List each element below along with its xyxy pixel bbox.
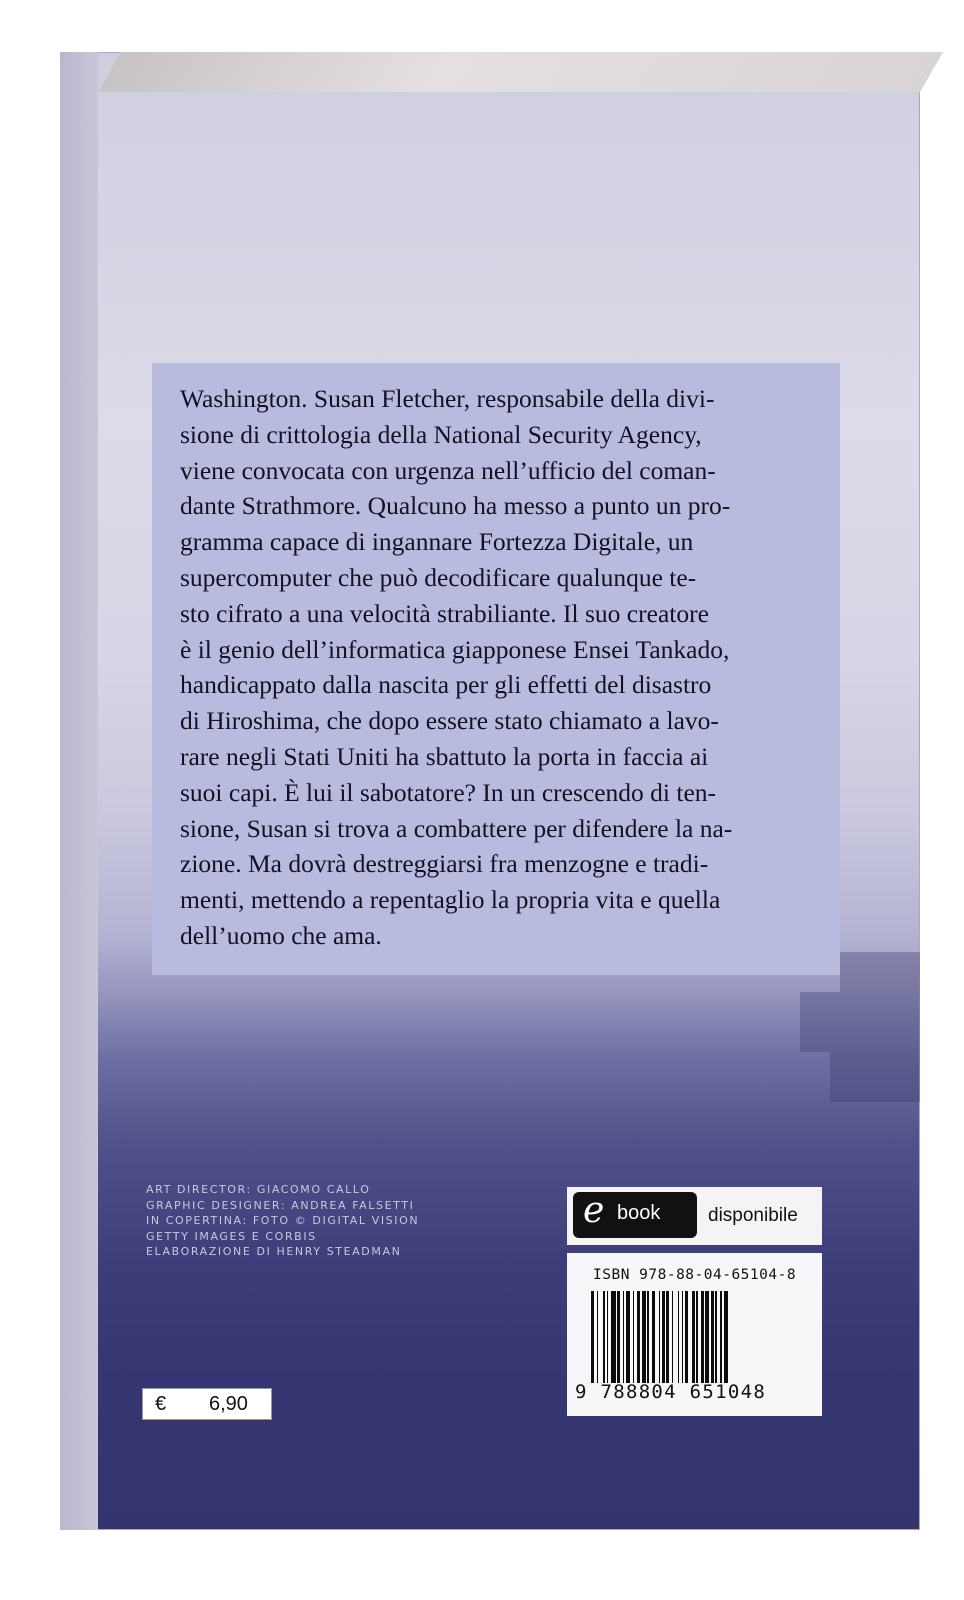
isbn-label: ISBN 978-88-04-65104-8 [593,1267,797,1283]
credit-line: GETTY IMAGES E CORBIS [146,1229,317,1243]
credits-block [146,1182,419,1260]
synopsis-text: Washington. Susan Fletcher, responsabile della divi- sione di crittologia della National Security Agency, viene convocata con urgenza nell’ufficio del coman- dante Strathmore. Qualcuno ha messo a punto un pro- gramma capace di ingannare Fortezza Digitale, un supercomputer che può decodificare qualunque te- sto cifrato a una velocità strabiliante. Il suo creatore è il genio dell’informatica giapponese Ensei Tankado, handicappato dalla nascita per gli effetti del disastro di Hiroshima, che dopo essere stato chiamato a lavo- rare negli Stati Uniti ha sbattuto la porta in faccia ai suoi capi. È lui il sabotatore? In un crescendo di ten- sione, Susan si trova a combattere per difendere la na- zione. Ma dovrà destreggiarsi fra menzogne e tradi- menti, mettendo a repentaglio la propria vita e quella dell’uomo che ama. [180,384,733,950]
barcode-digits: 9 788804 651048 [575,1381,767,1403]
price-tag [142,1388,272,1420]
barcode-gap [728,1291,731,1383]
price-amount: 6,90 [209,1393,248,1415]
price-currency: € [155,1393,167,1415]
isbn-barcode [567,1253,822,1416]
ebook-logo-word: book [617,1202,661,1224]
book-top-edge [98,52,943,92]
credit-line: GRAPHIC DESIGNER: ANDREA FALSETTI [146,1198,415,1212]
credit-line: ART DIRECTOR: GIACOMO CALLO [146,1183,371,1196]
ebook-badge [567,1187,822,1245]
credit-line: IN COPERTINA: FOTO © DIGITAL VISION [146,1214,420,1227]
barcode-bars [591,1291,811,1383]
ebook-status: disponibile [708,1205,798,1226]
ebook-logo [573,1192,697,1238]
book-page-edge [60,52,98,1530]
pixel-decoration [800,952,920,1212]
synopsis-box [152,363,840,975]
ebook-e-icon: e [583,1190,605,1231]
credit-line: ELABORAZIONE DI HENRY STEADMAN [146,1245,402,1258]
